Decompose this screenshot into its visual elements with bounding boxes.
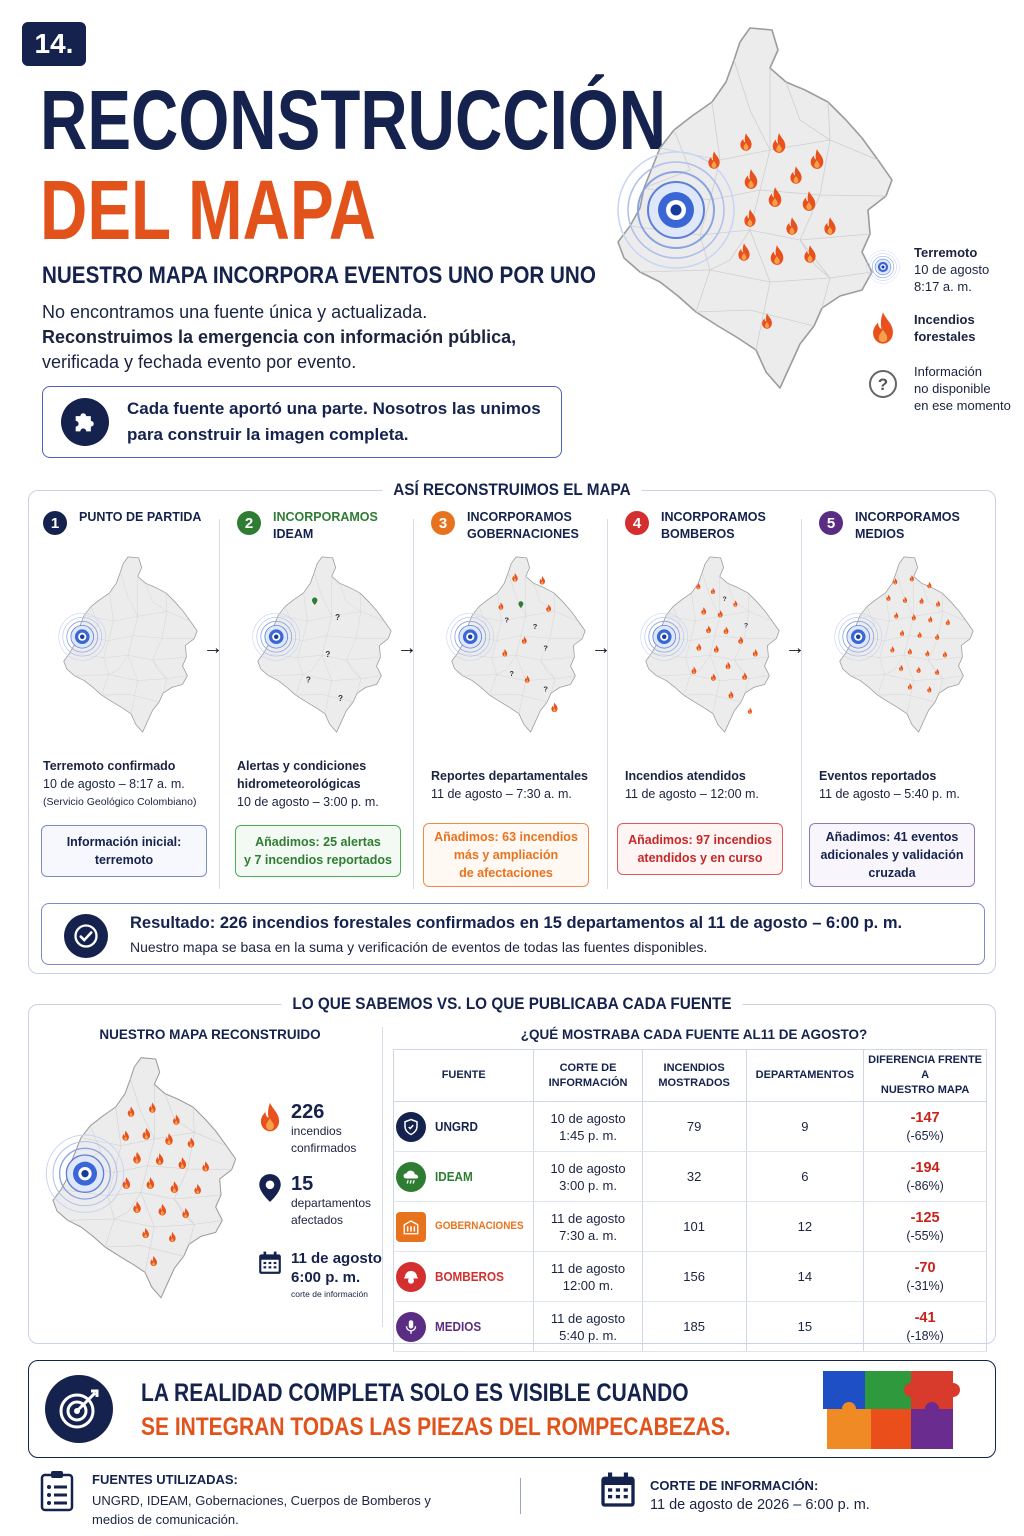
stat-fires-label2: confirmados xyxy=(291,1141,357,1155)
stat-depts-value: 15 xyxy=(291,1173,314,1195)
step-box-line2: más y ampliación xyxy=(453,848,559,862)
callout-text xyxy=(127,396,541,448)
arrow-right-icon: → xyxy=(397,637,417,659)
header-cutoff: CORTE DE INFORMACIÓN xyxy=(534,1050,642,1102)
step-box-line1: Añadimos: 41 eventos xyxy=(825,830,959,844)
legend-quake-time: 8:17 a. m. xyxy=(914,279,972,294)
result-box xyxy=(41,903,985,965)
legend-unknown-line3: en ese momento xyxy=(914,398,1011,413)
step-summary-box xyxy=(617,823,783,875)
section2-title: LO QUE SABEMOS VS. LO QUE PUBLICABA CADA FUENTE xyxy=(282,994,743,1014)
result-note: Nuestro mapa se basa en la suma y verificación de eventos de todas las fuentes disponibles. xyxy=(130,939,708,955)
step-summary-box xyxy=(809,823,975,887)
step-desc-title: Eventos reportados xyxy=(819,769,937,783)
step-box-line2: atendidos y en curso xyxy=(637,851,763,865)
step-5 xyxy=(819,509,1009,880)
callout-line2: para construir la imagen completa. xyxy=(127,425,409,444)
header-difference: DIFERENCIA FRENTE A NUESTRO MAPA xyxy=(864,1050,987,1102)
svg-text:?: ? xyxy=(877,375,889,394)
colombia-map-main xyxy=(600,20,900,400)
page-title-line1: RECONSTRUCCIÓN xyxy=(40,73,667,167)
fires-count: 101 xyxy=(642,1202,746,1252)
difference-percent: (-65%) xyxy=(906,1128,944,1143)
cutoff-time: 1:45 p. m. xyxy=(559,1127,617,1143)
cutoff-date: 11 de agosto xyxy=(550,1210,626,1226)
comparison-section xyxy=(28,994,996,1344)
header-departments: DEPARTAMENTOS xyxy=(746,1050,864,1102)
step-desc-note: (Servicio Geológico Colombiano) xyxy=(43,796,197,808)
step-summary-box xyxy=(41,825,207,877)
firefighter-icon xyxy=(396,1262,426,1292)
location-pin-icon xyxy=(257,1173,283,1203)
question-circle-icon xyxy=(866,367,900,401)
arrow-right-icon: → xyxy=(785,637,805,659)
step-box-line3: cruzada xyxy=(868,866,916,880)
calendar-icon xyxy=(257,1249,283,1277)
legend-quake-date: 10 de agosto xyxy=(914,262,990,277)
stat-depts-label2: afectados xyxy=(291,1213,344,1227)
step-desc-date: 10 de agosto – 3:00 p. m. xyxy=(237,795,379,809)
table-row xyxy=(394,1152,987,1202)
stat-date-line1: 11 de agosto xyxy=(291,1250,382,1267)
difference-percent: (-18%) xyxy=(906,1328,944,1343)
table-header-row xyxy=(394,1050,987,1102)
step-map xyxy=(431,553,601,738)
cutoff-date: 10 de agosto xyxy=(550,1160,626,1176)
step-box-line2: adicionales y validación xyxy=(820,848,964,862)
reconstructed-map xyxy=(41,1049,241,1309)
step-description xyxy=(431,767,588,803)
step-desc-title: Reportes departamentales xyxy=(431,769,589,783)
source-name: UNGRD xyxy=(435,1119,478,1134)
ungrd-shield-icon xyxy=(396,1112,426,1142)
header-fires: INCENDIOS MOSTRADOS xyxy=(642,1050,746,1102)
intro-line3: verificada y fechada evento por evento. xyxy=(42,352,357,372)
cutoff-title: CORTE DE INFORMACIÓN: xyxy=(650,1478,819,1493)
step-map xyxy=(625,553,795,738)
fires-count: 32 xyxy=(642,1152,746,1202)
source-name: IDEAM xyxy=(435,1169,473,1184)
page-title-line2: DEL MAPA xyxy=(40,163,377,257)
difference-value: -147 xyxy=(910,1109,940,1126)
legend-fire-line1: Incendios xyxy=(914,312,975,327)
sources-text: UNGRD, IDEAM, Gobernaciones, Cuerpos de Bomberos y medios de comunicación. xyxy=(92,1493,431,1527)
clipboard-list-icon xyxy=(40,1470,74,1512)
step-box-line1: Añadimos: 97 incendios xyxy=(628,833,772,847)
step-desc-date: 11 de agosto – 7:30 a. m. xyxy=(431,787,572,801)
result-headline: Resultado: 226 incendios forestales confirmados en 15 departamentos al 11 de agosto – 6:00 p. m. xyxy=(130,914,903,932)
source-comparison-table xyxy=(393,1049,987,1352)
step-summary-box xyxy=(235,825,401,877)
step-label-2: MEDIOS xyxy=(855,527,905,541)
step-2 xyxy=(237,509,427,867)
step-map xyxy=(43,553,213,738)
fire-icon xyxy=(866,311,900,345)
stat-fires xyxy=(257,1101,356,1157)
step-desc-title-2: hidrometeorológicas xyxy=(237,777,361,791)
step-description xyxy=(625,767,759,803)
puzzle-pieces-icon xyxy=(819,1367,969,1453)
table-row xyxy=(394,1102,987,1152)
step-description xyxy=(237,757,379,811)
departments-count: 14 xyxy=(746,1252,864,1302)
difference-value: -70 xyxy=(914,1259,936,1276)
step-box-line1: Añadimos: 63 incendios xyxy=(434,830,578,844)
cutoff-date: 11 de agosto xyxy=(550,1260,626,1276)
departments-count: 12 xyxy=(746,1202,864,1252)
step-label: INCORPORAMOS xyxy=(273,510,378,524)
difference-value: -41 xyxy=(914,1309,936,1326)
source-table-title: ¿QUÉ MOSTRABA CADA FUENTE AL11 DE AGOSTO? xyxy=(520,1027,868,1042)
stat-departments xyxy=(257,1173,371,1229)
stat-date-line2: 6:00 p. m. xyxy=(291,1269,361,1286)
cutoff-date: 10 de agosto xyxy=(550,1110,626,1126)
stat-date-note: corte de información xyxy=(291,1289,369,1299)
step-desc-title: Alertas y condiciones xyxy=(237,759,367,773)
step-label: PUNTO DE PARTIDA xyxy=(79,510,202,524)
table-row xyxy=(394,1302,987,1352)
page-subtitle: NUESTRO MAPA INCORPORA EVENTOS UNO POR UNO xyxy=(42,262,596,289)
difference-percent: (-86%) xyxy=(906,1178,944,1193)
source-name: GOBERNACIONES xyxy=(435,1220,524,1232)
legend-quake-title: Terremoto xyxy=(914,245,978,260)
step-description xyxy=(819,767,960,803)
step-box-line3: de afectaciones xyxy=(459,866,553,880)
microphone-icon xyxy=(396,1312,426,1342)
arrow-right-icon: → xyxy=(591,637,611,659)
earthquake-icon xyxy=(866,250,900,284)
step-label-2: GOBERNACIONES xyxy=(467,527,579,541)
reconstructed-map-title: NUESTRO MAPA RECONSTRUIDO xyxy=(99,1027,321,1042)
cutoff-time: 3:00 p. m. xyxy=(559,1177,617,1193)
stat-fires-value: 226 xyxy=(291,1101,325,1123)
legend-fires xyxy=(866,311,975,345)
building-icon xyxy=(396,1212,426,1242)
step-box-line1: Añadimos: 25 alertas xyxy=(255,835,381,849)
step-number: 4 xyxy=(625,511,649,535)
check-circle-icon xyxy=(64,914,108,958)
difference-percent: (-31%) xyxy=(906,1278,944,1293)
stat-cutoff-date xyxy=(257,1249,382,1299)
step-box-line2: terremoto xyxy=(94,853,154,867)
fires-count: 185 xyxy=(642,1302,746,1352)
sources-title: FUENTES UTILIZADAS: xyxy=(92,1472,238,1487)
legend-unknown-line2: no disponible xyxy=(914,381,991,396)
legend-fire-line2: forestales xyxy=(914,329,976,344)
departments-count: 6 xyxy=(746,1152,864,1202)
step-number: 1 xyxy=(43,511,67,535)
page-number-badge: 14. xyxy=(22,22,86,66)
departments-count: 15 xyxy=(746,1302,864,1352)
step-desc-title: Terremoto confirmado xyxy=(43,759,176,773)
step-desc-date: 11 de agosto – 5:40 p. m. xyxy=(819,787,960,801)
difference-value: -125 xyxy=(910,1209,940,1226)
section1-title: ASÍ RECONSTRUIMOS EL MAPA xyxy=(382,480,641,500)
cloud-rain-icon xyxy=(396,1162,426,1192)
table-row xyxy=(394,1252,987,1302)
difference-percent: (-55%) xyxy=(906,1228,944,1243)
intro-line1: No encontramos una fuente única y actualizada. xyxy=(42,302,428,322)
arrow-right-icon: → xyxy=(203,637,223,659)
step-number: 2 xyxy=(237,511,261,535)
reconstruction-steps-section xyxy=(28,480,996,974)
step-3 xyxy=(431,509,621,880)
cutoff-time: 5:40 p. m. xyxy=(559,1327,617,1343)
step-label: INCORPORAMOS xyxy=(661,510,766,524)
step-desc-date: 11 de agosto – 12:00 m. xyxy=(625,787,759,801)
step-summary-box xyxy=(423,823,589,887)
cutoff-text: 11 de agosto de 2026 – 6:00 p. m. xyxy=(650,1497,870,1513)
step-description xyxy=(43,757,197,811)
legend-earthquake xyxy=(866,244,989,295)
conclusion-banner xyxy=(28,1360,996,1458)
fires-count: 79 xyxy=(642,1102,746,1152)
fires-count: 156 xyxy=(642,1252,746,1302)
banner-line2: SE INTEGRAN TODAS LAS PIEZAS DEL ROMPECABEZAS. xyxy=(141,1413,731,1441)
header-source: FUENTE xyxy=(394,1050,534,1102)
departments-count: 9 xyxy=(746,1102,864,1152)
cutoff-time: 7:30 a. m. xyxy=(559,1227,617,1243)
calendar-icon xyxy=(598,1470,638,1510)
intro-line2: Reconstruimos la emergencia con información pública, xyxy=(42,327,517,347)
stat-fires-label1: incendios xyxy=(291,1124,342,1138)
step-box-line1: Información inicial: xyxy=(66,835,182,849)
fire-icon xyxy=(257,1101,283,1133)
step-number: 3 xyxy=(431,511,455,535)
step-label-2: IDEAM xyxy=(273,527,314,541)
difference-value: -194 xyxy=(910,1159,940,1176)
step-label-2: BOMBEROS xyxy=(661,527,735,541)
target-arrow-icon xyxy=(45,1375,113,1443)
step-number: 5 xyxy=(819,511,843,535)
step-map xyxy=(237,553,407,738)
cutoff-time: 12:00 m. xyxy=(562,1277,614,1293)
cutoff-date: 11 de agosto xyxy=(550,1310,626,1326)
step-map xyxy=(819,553,989,738)
step-label: INCORPORAMOS xyxy=(855,510,960,524)
step-4 xyxy=(625,509,815,865)
source-name: BOMBEROS xyxy=(435,1269,504,1284)
step-desc-title: Incendios atendidos xyxy=(625,769,746,783)
legend-unknown-line1: Información xyxy=(914,364,982,379)
step-box-line2: y 7 incendios reportados xyxy=(244,853,392,867)
banner-line1: LA REALIDAD COMPLETA SOLO ES VISIBLE CUANDO xyxy=(141,1379,689,1407)
step-desc-date: 10 de agosto – 8:17 a. m. xyxy=(43,777,185,791)
stat-depts-label1: departamentos xyxy=(291,1196,372,1210)
step-1 xyxy=(43,509,233,867)
table-row xyxy=(394,1202,987,1252)
legend-unknown xyxy=(866,363,1011,414)
source-name: MEDIOS xyxy=(435,1319,482,1334)
callout-box xyxy=(42,386,562,458)
callout-line1: Cada fuente aportó una parte. Nosotros las unimos xyxy=(127,399,541,418)
puzzle-piece-icon xyxy=(61,398,109,446)
step-label: INCORPORAMOS xyxy=(467,510,572,524)
